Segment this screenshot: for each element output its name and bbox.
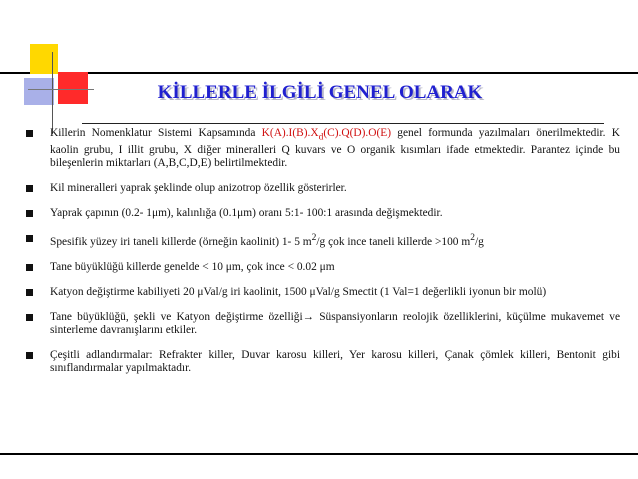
bullet-list <box>26 127 620 387</box>
title-underline <box>82 123 604 124</box>
square-bullet-icon <box>26 235 33 242</box>
formula-rest: (C).Q(D).O(E) <box>323 127 392 139</box>
bullet-item-specific-surface <box>26 232 620 249</box>
bullet-item-cation-exchange <box>26 286 620 299</box>
bullet-text: Çeşitli adlandırmalar: Refrakter killer, Duvar karosu killeri, Yer karosu killeri, Çanak çömlek killeri, Bentonit gibi sınıflandırmalar yapılmaktadır. <box>50 349 620 375</box>
bullet-item-grain-size <box>26 261 620 274</box>
decor-blue-square <box>24 78 54 105</box>
bottom-border <box>0 453 638 455</box>
square-bullet-icon <box>26 130 33 137</box>
formula-main: K(A).I(B).X <box>261 127 319 139</box>
slide-title: KİLLERLE İLGİLİ GENEL OLARAK <box>157 82 483 103</box>
bullet-item-rheology <box>26 311 620 337</box>
top-border <box>0 72 638 74</box>
bullet-text: Killerin Nomenklatur Sistemi Kapsamında <box>50 127 262 139</box>
square-bullet-icon <box>26 264 33 271</box>
superscript: 2 <box>311 233 317 244</box>
bullet-item-leaf-ratio <box>26 207 620 220</box>
square-bullet-icon <box>26 289 33 296</box>
bullet-text: Süspansiyonların reolojik özelliklerini, küçülme mukavemet ve sinterleme davranışlarını etkiler. <box>50 311 620 337</box>
superscript: 2 <box>470 233 475 244</box>
right-arrow-icon: → <box>302 311 315 324</box>
bullet-text: Spesifik yüzey iri taneli killerde (örneğin kaolinit) 1- 5 m <box>50 236 312 249</box>
bullet-text: Yaprak çapının (0.2- 1μm), kalınlığa (0.1μm) oranı 5:1- 100:1 arasında değişmektedir. <box>50 207 443 220</box>
bullet-text: Tane büyüklüğü, şekli ve Katyon değiştirme özelliği <box>50 311 303 324</box>
bullet-text: Tane büyüklüğü killerde genelde < 10 μm, çok ince < 0.02 μm <box>50 261 335 274</box>
bullet-text: /g çok ince taneli killerde >100 m <box>316 236 471 249</box>
bullet-text: genel formunda yazılmaları önerilmektedir. K kaolin grubu, I illit grubu, X diğer mineralleri Q kuvars ve O organik kısımları ifade etmektedir. Parantez içinde bu bileşenlerin miktarları (A,B,C,D,E) belirtilmektedir. <box>50 127 620 170</box>
bullet-text: Katyon değiştirme kabiliyeti 20 μVal/g iri kaolinit, 1500 μVal/g Smectit (1 Val=1 değerlikli iyonun bir molü) <box>50 286 547 299</box>
bullet-text: Kil mineralleri yaprak şeklinde olup anizotrop özellik gösterirler. <box>50 182 347 195</box>
formula-subscript: d <box>318 132 324 143</box>
square-bullet-icon <box>26 352 33 359</box>
bullet-item-anisotropy <box>26 182 620 195</box>
bullet-item-nomenclature <box>26 127 620 170</box>
bullet-text: /g <box>474 236 484 249</box>
bullet-item-classifications <box>26 349 620 375</box>
decor-yellow-square <box>30 44 58 74</box>
square-bullet-icon <box>26 185 33 192</box>
formula-highlight <box>261 127 392 143</box>
square-bullet-icon <box>26 314 33 321</box>
decor-vertical-line <box>52 52 53 134</box>
square-bullet-icon <box>26 210 33 217</box>
